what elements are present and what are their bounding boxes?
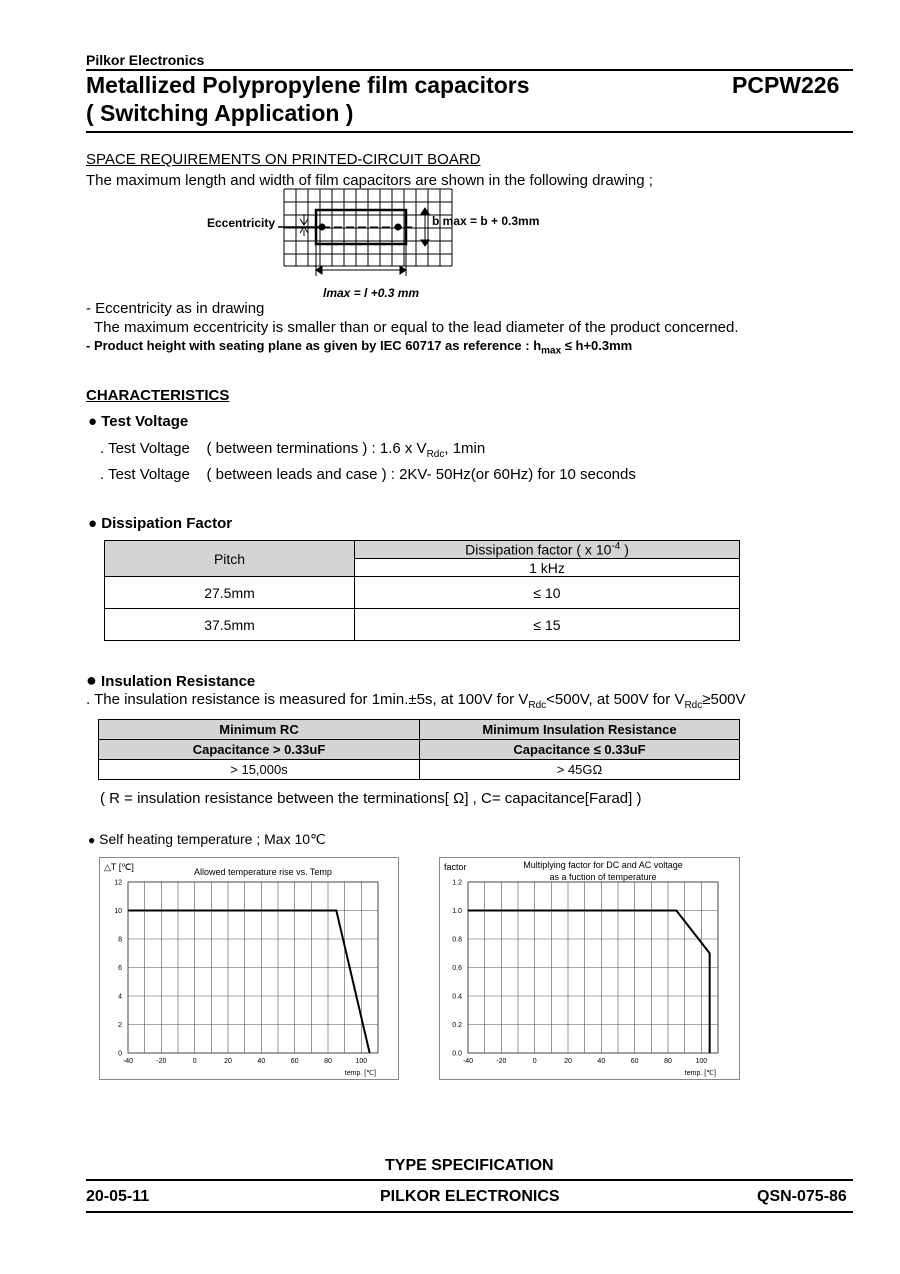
x-tick-label: -40 [122,1058,134,1065]
product-height-tail: ≤ h+0.3mm [561,338,633,353]
y-tick-label: 4 [118,993,122,1001]
model-number: PCPW226 [732,72,840,98]
self-heating-text: Self heating temperature ; Max 10℃ [99,831,326,847]
footer-company: PILKOR ELECTRONICS [380,1188,560,1205]
product-height-sub: max [541,345,562,357]
chart-title: Allowed temperature rise vs. Temp [194,867,332,877]
test-voltage-title-row [88,413,188,430]
dissipation-col-pitch: Pitch [105,541,355,577]
footer-bottom-rule [86,1211,853,1213]
ins-desc-b: <500V, at 500V for V [546,691,685,708]
x-tick-label: 80 [324,1058,332,1065]
max-eccentricity-note: The maximum eccentricity is smaller than or equal to the lead diameter of the product concerned. [94,319,739,336]
test-voltage-title: Test Voltage [101,413,189,430]
self-heating-row [88,831,326,848]
y-tick-label: 1.2 [452,879,462,887]
chart-voltage-factor-svg [440,858,739,1079]
space-intro: The maximum length and width of film capacitors are shown in the following drawing ; [86,172,653,189]
insulation-title-row [86,670,255,691]
y-tick-label: 0.2 [452,1022,462,1029]
eccentricity-label: Eccentricity [207,216,276,230]
x-tick-label: 100 [355,1058,368,1065]
test-voltage-line1 [100,440,485,460]
x-tick-label: 0 [192,1058,197,1065]
y-tick-label: 10 [114,908,122,915]
bullet-dot-icon: ● [88,413,98,430]
characteristics-heading: CHARACTERISTICS [86,387,230,404]
chart-temp-rise [99,857,399,1080]
eccentricity-note: - Eccentricity as in drawing [86,300,265,317]
dissipation-title-row [88,515,232,532]
x-tick-label: 40 [257,1058,266,1065]
insulation-desc [86,691,746,711]
ins-desc-a: . The insulation resistance is measured for 1min.±5s, at 100V for V [86,691,529,708]
x-tick-label: 60 [630,1058,639,1065]
insulation-title: Insulation Resistance [101,673,256,690]
bullet-dot-icon: ● [88,833,96,847]
table-row [105,577,740,609]
ins-desc-sub1: Rdc [528,700,547,711]
bullet-dot-icon: ● [88,515,98,532]
pcb-grid-drawing [200,186,580,286]
test-voltage-line2: . Test Voltage ( between leads and case ) : 2KV- 50Hz(or 60Hz) for 10 seconds [100,466,636,483]
series-line [128,911,370,1054]
x-axis-label: temp. [℃] [684,1070,716,1077]
insulation-note: ( R = insulation resistance between the terminations[ Ω] , C= capacitance[Farad] ) [100,790,642,807]
y-tick-label: 8 [118,936,122,944]
y-axis-label: factor [444,862,467,872]
chart-voltage-factor [439,857,740,1080]
pcb-drawing [200,186,580,302]
b-max-label: b max = b + 0.3mm [432,214,540,228]
insulation-table [98,719,740,780]
space-heading: SPACE REQUIREMENTS ON PRINTED-CIRCUIT BOARD [86,151,481,168]
chart-title: Multiplying factor for DC and AC voltage [523,860,683,870]
footer-code: QSN-075-86 [757,1188,847,1205]
table-row [105,609,740,641]
ins-desc-sub2: Rdc [684,700,703,711]
footer-date: 20-05-11 [86,1188,150,1205]
x-tick-label: 20 [564,1058,572,1065]
x-tick-label: 60 [290,1058,299,1065]
factor-header-tail: ) [620,541,629,558]
factor-header-sup: -4 [611,541,621,553]
y-tick-label: 0.0 [452,1050,462,1058]
table-row [99,760,740,780]
ins-val-resistance: > 45GΩ [420,760,740,780]
y-tick-label: 0.8 [452,936,462,944]
ins-val-rc: > 15,000s [99,760,420,780]
ins-desc-c: ≥500V [702,691,746,708]
factor-header-text: Dissipation factor ( x 10 [465,541,612,558]
x-tick-label: -20 [156,1058,167,1065]
x-tick-label: 40 [597,1058,606,1065]
chart-subtitle: as a fuction of temperature [549,872,657,882]
ins-sub-gt: Capacitance > 0.33uF [99,740,420,760]
tv-line1-tail: , 1min [444,440,486,457]
tv-line1-sub: Rdc [426,449,445,460]
tv-line1-text: . Test Voltage ( between terminations ) : 1.6 x V [100,440,427,457]
x-axis-label: temp. [℃] [344,1070,376,1077]
product-height-text: - Product height with seating plane as given by IEC 60717 as reference : h [86,338,542,353]
bullet-dot-icon: ● [86,670,97,690]
y-tick-label: 12 [114,879,122,887]
company-name: Pilkor Electronics [86,52,205,68]
dissipation-table [104,540,740,641]
chart-temp-rise-svg [100,858,398,1079]
dissipation-subcol-freq: 1 kHz [355,559,740,577]
ins-col-rc: Minimum RC [99,720,420,740]
dissipation-col-factor [355,541,740,559]
y-tick-label: 0.6 [452,965,462,972]
header-bottom-rule [86,131,853,133]
page-title-line1: Metallized Polypropylene film capacitors [86,72,530,98]
type-spec-label: TYPE SPECIFICATION [385,1157,554,1174]
factor-cell: ≤ 10 [355,577,740,609]
y-tick-label: 0 [118,1050,122,1058]
x-tick-label: 0 [532,1058,537,1065]
pitch-cell: 27.5mm [105,577,355,609]
x-tick-label: 100 [695,1058,708,1065]
y-tick-label: 6 [118,965,122,972]
y-tick-label: 2 [118,1022,122,1029]
x-tick-label: 20 [224,1058,232,1065]
ins-col-resistance: Minimum Insulation Resistance [420,720,740,740]
ins-sub-le: Capacitance ≤ 0.33uF [420,740,740,760]
header-top-rule [86,69,853,71]
y-axis-label: △T [℃] [104,862,134,872]
factor-cell: ≤ 15 [355,609,740,641]
footer-top-rule [86,1179,853,1181]
series-line [468,911,710,1054]
dissipation-title: Dissipation Factor [101,515,233,532]
y-tick-label: 1.0 [452,908,462,915]
x-tick-label: -20 [496,1058,507,1065]
x-tick-label: 80 [664,1058,672,1065]
product-height-note [86,338,632,357]
page-title-line2: ( Switching Application ) [86,100,354,126]
y-tick-label: 0.4 [452,993,462,1001]
l-max-label: lmax = l +0.3 mm [323,286,420,300]
x-tick-label: -40 [462,1058,474,1065]
pitch-cell: 37.5mm [105,609,355,641]
